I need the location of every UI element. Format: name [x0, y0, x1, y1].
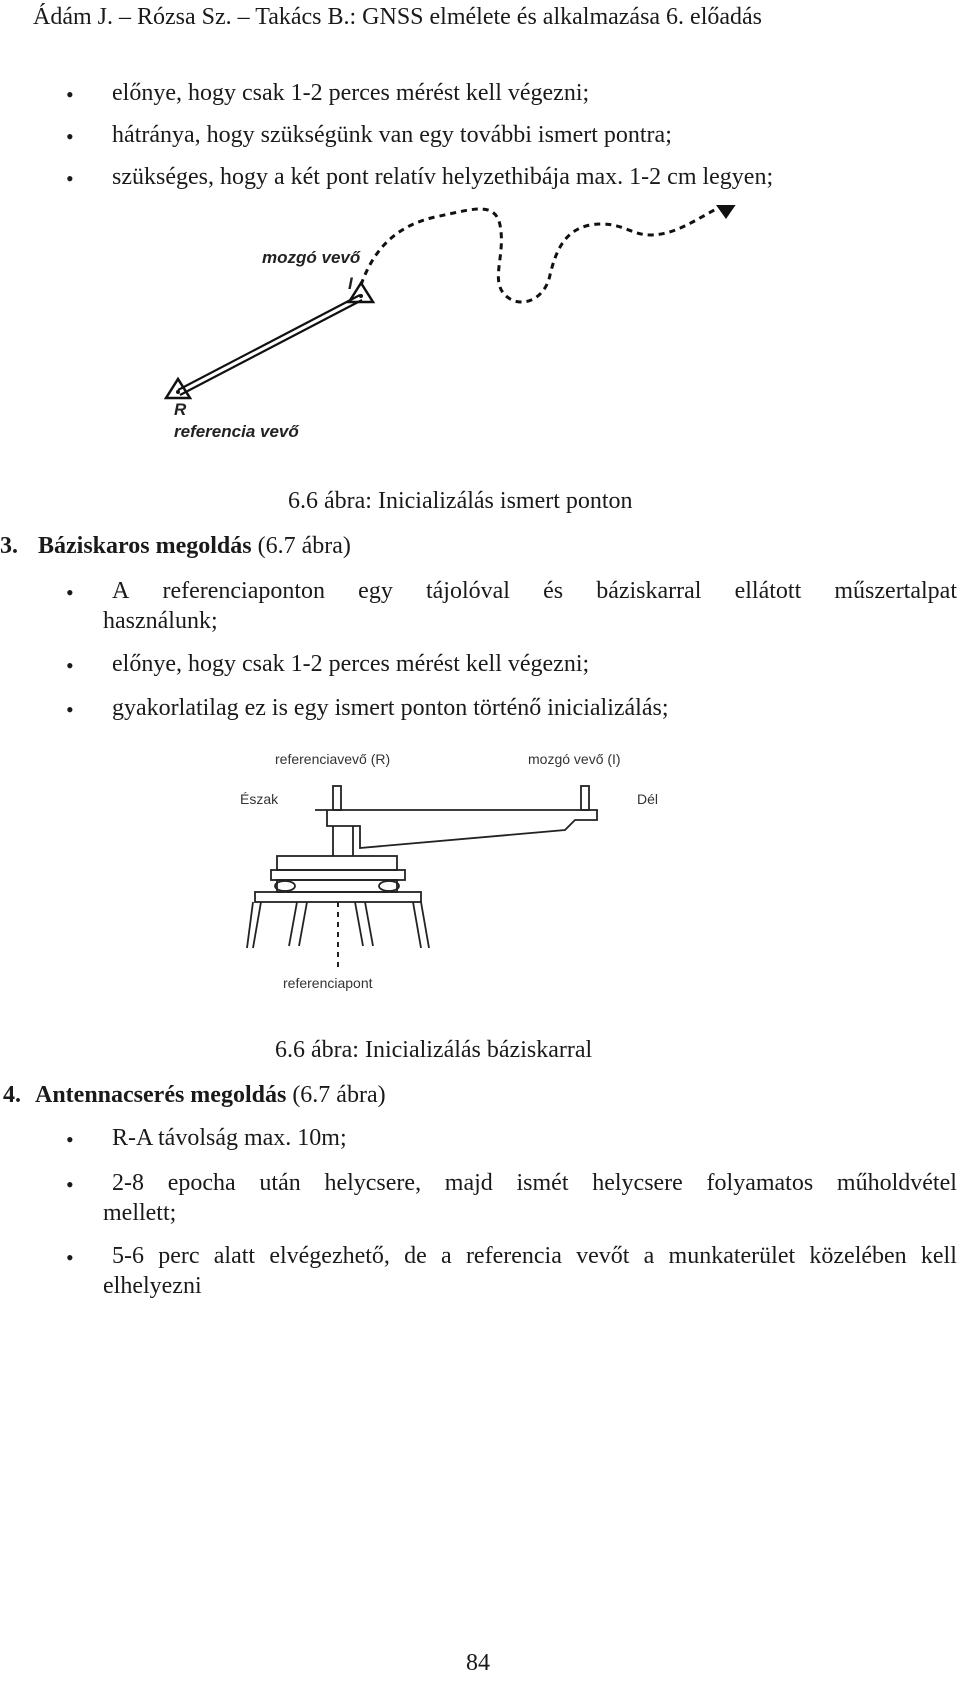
bullet-symbol: •: [66, 653, 74, 678]
footscrew: [379, 881, 399, 891]
tripod-leg: [253, 902, 261, 948]
section4-title: Antennacserés megoldás: [35, 1082, 287, 1108]
section3-ref: (6.7 ábra): [257, 533, 351, 559]
bullet-text: előnye, hogy csak 1-2 perces mérést kell végezni;: [112, 80, 590, 106]
section3-bullet2: előnye, hogy csak 1-2 perces mérést kell végezni;: [112, 651, 590, 677]
page-header: Ádám J. – Rózsa Sz. – Takács B.: GNSS elmélete és alkalmazása 6. előadás: [33, 4, 763, 30]
bullet-symbol: •: [66, 166, 74, 191]
section4-bullet2-line1: [112, 1168, 957, 1198]
footscrew: [275, 881, 295, 891]
bullet-text: szükséges, hogy a két pont relatív helyzethibája max. 1-2 cm legyen;: [112, 164, 774, 190]
bullet-symbol: •: [66, 1127, 74, 1152]
section3-number: 3.: [0, 533, 18, 559]
tripod-leg: [299, 902, 307, 946]
tripod-head: [255, 892, 421, 902]
bullet-symbol: •: [66, 697, 74, 722]
section4-bullet3-line2: elhelyezni: [103, 1273, 202, 1299]
reference-label: referencia vevő: [174, 422, 299, 441]
word: műholdvétel: [836, 1170, 957, 1196]
figure-base-bar: [225, 748, 675, 1003]
word: ellátott: [734, 578, 802, 604]
section4-bullet1: R-A távolság max. 10m;: [112, 1125, 347, 1151]
bullet-symbol: •: [66, 1172, 74, 1197]
section3-title: Báziskaros megoldás: [38, 533, 252, 559]
reference-point-dot: [176, 390, 180, 394]
tripod-leg: [289, 902, 297, 946]
section3-bullet3: gyakorlatilag ez is egy ismert ponton történő inicializálás;: [112, 695, 669, 721]
path-arrowhead: [716, 205, 739, 219]
bullet-symbol: •: [66, 82, 74, 107]
rover-path-dashed: [361, 207, 720, 302]
reference-antenna: [333, 786, 341, 810]
figure1-caption: 6.6 ábra: Inicializálás ismert ponton: [288, 488, 633, 514]
page-number: 84: [466, 1650, 490, 1676]
section4-ref: (6.7 ábra): [292, 1082, 386, 1108]
word: munkaterület: [668, 1243, 796, 1269]
tripod-leg: [247, 902, 253, 948]
rover-label: mozgó vevő: [262, 248, 361, 267]
word: 2-8: [112, 1170, 144, 1196]
word: helycsere,: [324, 1170, 422, 1196]
tripod-leg: [413, 902, 421, 948]
tripod-leg: [355, 902, 363, 946]
tribrach-top: [277, 856, 397, 870]
word: folyamatos: [706, 1170, 814, 1196]
word: 5-6: [112, 1243, 144, 1269]
word: tájolóval: [425, 578, 510, 604]
word: ismét: [516, 1170, 569, 1196]
word: epocha: [167, 1170, 236, 1196]
word: a: [441, 1243, 452, 1269]
base-bar: [315, 810, 597, 848]
word: közelében: [809, 1243, 907, 1269]
section3-bullet1-line2: használunk;: [103, 608, 218, 634]
section4-bullet2-line2: mellett;: [103, 1200, 177, 1226]
rover-point-label: I: [348, 274, 353, 293]
word: után: [259, 1170, 301, 1196]
bullet-symbol: •: [66, 1245, 74, 1270]
word: egy: [358, 578, 393, 604]
section3-heading: [0, 533, 351, 560]
section4-bullet3-line1: [112, 1241, 957, 1271]
reference-point-label: R: [174, 400, 187, 419]
rover-antenna: [581, 786, 589, 810]
word: műszertalpat: [834, 578, 957, 604]
south-label: Dél: [637, 791, 659, 807]
section3-bullet1-line1: [112, 576, 957, 606]
word: a: [643, 1243, 655, 1269]
word: referenciaponton: [162, 578, 326, 604]
word: és: [543, 578, 564, 604]
reference-point-triangle: [166, 379, 190, 398]
word: A: [112, 578, 130, 604]
section4-heading: [3, 1082, 386, 1109]
baseline-line-b: [180, 300, 362, 395]
tripod-leg: [365, 902, 373, 946]
baseline-line-a: [178, 295, 360, 390]
figure2-caption: 6.6 ábra: Inicializálás báziskarral: [275, 1037, 593, 1063]
bullet-symbol: •: [66, 580, 74, 605]
figure-known-point-init: [150, 205, 810, 485]
ref-receiver-label: referenciavevő (R): [275, 751, 391, 767]
word: alatt: [213, 1243, 256, 1269]
word: elvégezhető,: [269, 1243, 390, 1269]
ref-point-label: referenciapont: [283, 975, 373, 991]
word: helycsere: [592, 1170, 683, 1196]
rover-point-dot: [359, 294, 363, 298]
word: perc: [158, 1243, 200, 1269]
bullet-text: hátránya, hogy szükségünk van egy további ismert pontra;: [112, 122, 672, 148]
section4-number: 4.: [3, 1082, 21, 1108]
rover-receiver-label: mozgó vevő (I): [528, 751, 621, 767]
tribrach-plate: [271, 870, 405, 880]
word: báziskarral: [596, 578, 702, 604]
word: majd: [444, 1170, 493, 1196]
word: vevőt: [576, 1243, 630, 1269]
tripod-leg: [421, 902, 429, 948]
word: referencia: [465, 1243, 562, 1269]
word: de: [404, 1243, 427, 1269]
word: kell: [920, 1243, 957, 1269]
north-label: Észak: [240, 791, 279, 807]
bullet-symbol: •: [66, 124, 74, 149]
